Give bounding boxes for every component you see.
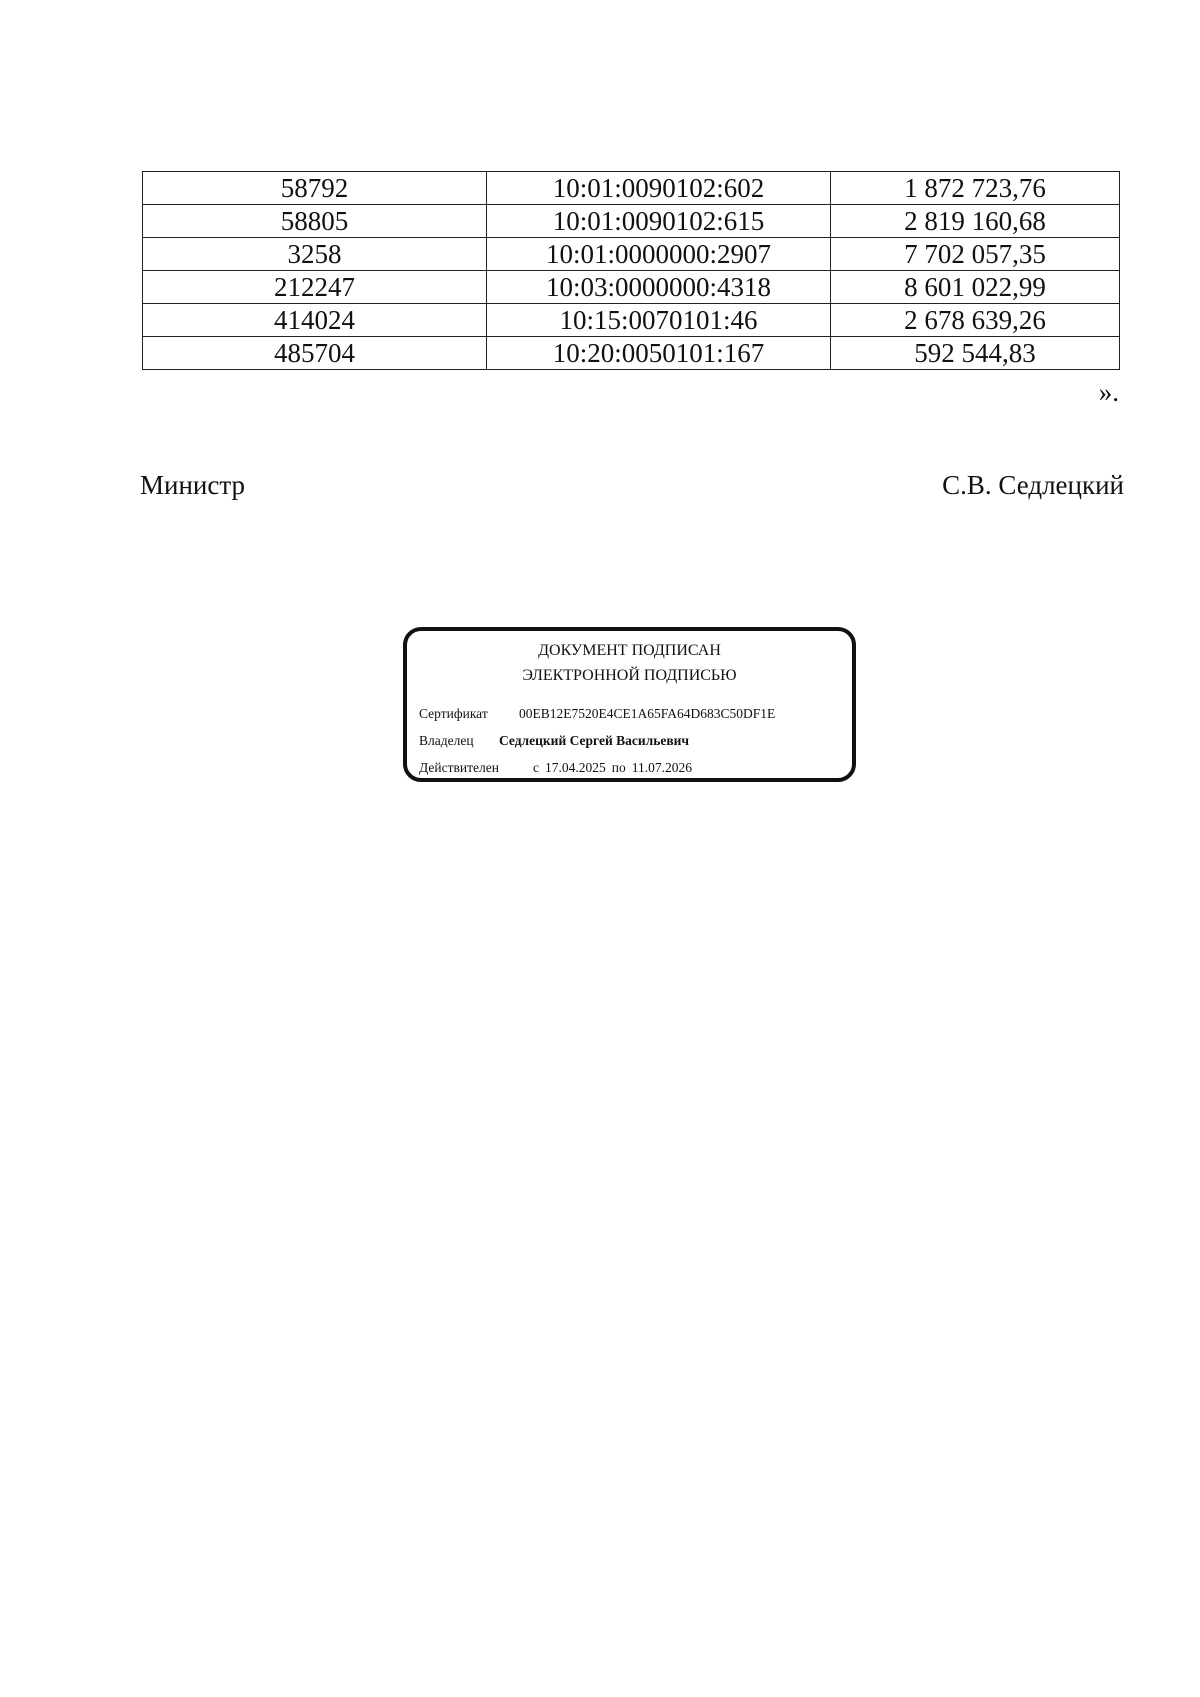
table-cell-value: 7 702 057,35: [831, 238, 1120, 271]
table-cell-id: 212247: [143, 271, 487, 304]
validity-value: [533, 760, 698, 775]
signatory-name: С.В. Седлецкий: [942, 470, 1124, 500]
data-table: [142, 171, 1120, 370]
table-cell-cadastral-number: 10:01:0000000:2907: [487, 238, 831, 271]
table-cell-value: 2 678 639,26: [831, 304, 1120, 337]
table-row: [143, 304, 1120, 337]
table-cell-cadastral-number: 10:20:0050101:167: [487, 337, 831, 370]
table-cell-value: 1 872 723,76: [831, 172, 1120, 205]
table-row: [143, 238, 1120, 271]
certificate-value: 00EB12E7520E4CE1A65FA64D683C50DF1E: [519, 706, 776, 721]
stamp-heading-line2: ЭЛЕКТРОННОЙ ПОДПИСЬЮ: [522, 667, 737, 684]
table-cell-id: 58792: [143, 172, 487, 205]
table-cell-id: 485704: [143, 337, 487, 370]
table-row: [143, 172, 1120, 205]
stamp-certificate-row: [419, 705, 775, 723]
valid-from-prefix: с: [533, 760, 539, 775]
certificate-label: Сертификат: [419, 706, 488, 721]
signatory-title: Министр: [140, 470, 245, 500]
stamp-validity-row: [419, 759, 698, 777]
owner-label: Владелец: [419, 733, 474, 748]
table-cell-cadastral-number: 10:15:0070101:46: [487, 304, 831, 337]
closing-quote: ».: [1098, 377, 1119, 407]
valid-to-prefix: по: [611, 760, 626, 775]
table-cell-value: 2 819 160,68: [831, 205, 1120, 238]
table-row: [143, 271, 1120, 304]
stamp-heading-line1: ДОКУМЕНТ ПОДПИСАН: [538, 642, 721, 659]
table-cell-cadastral-number: 10:01:0090102:602: [487, 172, 831, 205]
table-cell-id: 414024: [143, 304, 487, 337]
electronic-signature-stamp: [403, 627, 856, 782]
table-cell-id: 3258: [143, 238, 487, 271]
table-row: [143, 337, 1120, 370]
valid-from-date: 17.04.2025: [545, 760, 606, 775]
table-row: [143, 205, 1120, 238]
stamp-owner-row: [419, 732, 689, 750]
table-cell-id: 58805: [143, 205, 487, 238]
owner-value: Седлецкий Сергей Васильевич: [499, 733, 690, 748]
valid-to-date: 11.07.2026: [631, 760, 692, 775]
validity-label: Действителен: [419, 760, 499, 775]
table-cell-value: 592 544,83: [831, 337, 1120, 370]
table-cell-cadastral-number: 10:03:0000000:4318: [487, 271, 831, 304]
table-cell-value: 8 601 022,99: [831, 271, 1120, 304]
table-cell-cadastral-number: 10:01:0090102:615: [487, 205, 831, 238]
